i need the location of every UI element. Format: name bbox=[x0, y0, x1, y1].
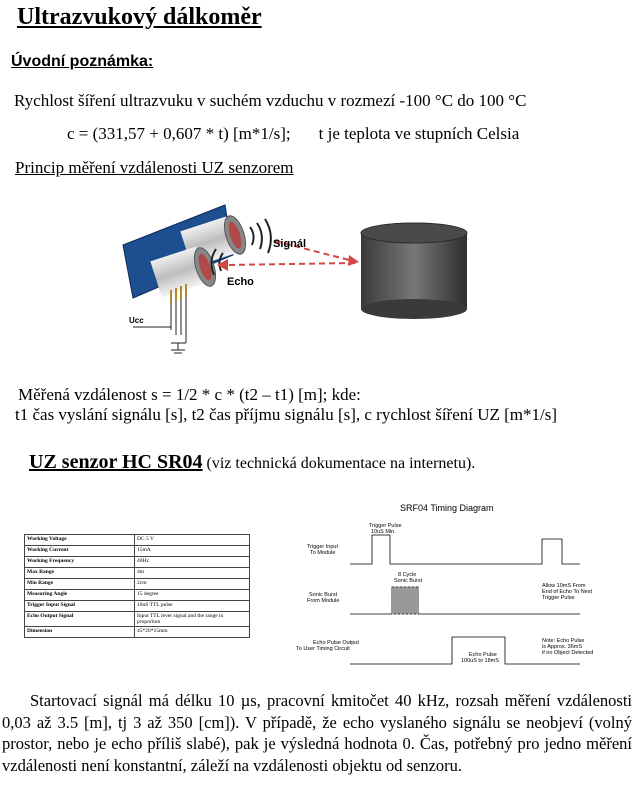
spec-value: DC 5 V bbox=[135, 535, 250, 546]
trigger-pulse-min-label: 10uS Min. bbox=[371, 529, 396, 535]
allow-label-1: Allow 10mS From bbox=[542, 583, 586, 589]
echo-output-label-1: Echo Pulse Output bbox=[313, 640, 359, 646]
spec-param: Dimension bbox=[25, 627, 135, 638]
spec-table bbox=[24, 534, 250, 638]
echo-label: Echo bbox=[227, 276, 254, 288]
cycle-burst-label-2: Sonic Burst bbox=[394, 578, 423, 584]
sensor-heading bbox=[29, 451, 475, 474]
distance-formula: Měřená vzdálenost s = 1/2 * c * (t2 – t1) [m]; kde: bbox=[18, 385, 361, 404]
principle-diagram bbox=[115, 195, 475, 360]
spec-param: Working Voltage bbox=[25, 535, 135, 546]
ucc-label: Ucc bbox=[129, 316, 144, 325]
speed-formula-line bbox=[67, 124, 519, 144]
timing-diagram bbox=[280, 497, 610, 672]
table-row bbox=[25, 535, 250, 546]
note-label-1: Note: Echo Pulse bbox=[542, 638, 585, 644]
spec-param: Max Range bbox=[25, 568, 135, 579]
allow-label-3: Trigger Pulse bbox=[542, 595, 575, 601]
spec-param: Echo Output Signal bbox=[25, 612, 135, 627]
spec-value: 45*20*15mm bbox=[135, 627, 250, 638]
trigger-waveform bbox=[350, 535, 580, 564]
echo-pulse-label-1: Echo Pulse bbox=[469, 652, 497, 658]
intro-heading: Úvodní poznámka: bbox=[11, 53, 154, 70]
spec-param: Working Frequency bbox=[25, 557, 135, 568]
temperature-note: t je teplota ve stupních Celsia bbox=[318, 124, 520, 143]
target-object bbox=[361, 223, 467, 319]
description-text: Startovací signál má délku 10 µs, pracovní kmitočet 40 kHz, rozsah měření vzdálenosti 0,03 až 3.5 [m], tj 3 až 350 [cm]). V případě, že echo vyslaného signálu se neobjeví (volný prostor, nebo je echo příliš slabé), pak je výsledná hodnota 0. Čas, potřebný pro jedno měření vzdálenosti není konstantní, záleží na vzdálenosti objektu od senzoru. bbox=[2, 691, 632, 775]
table-row bbox=[25, 612, 250, 627]
signal-arrowhead bbox=[348, 255, 359, 266]
allow-label-2: End of Echo To Next bbox=[542, 589, 593, 595]
principle-heading: Princip měření vzdálenosti UZ senzorem bbox=[15, 158, 294, 177]
echo-ray bbox=[225, 263, 355, 265]
spec-param: Working Current bbox=[25, 546, 135, 557]
table-row bbox=[25, 568, 250, 579]
note-label-3: if no Object Detected bbox=[542, 650, 594, 656]
wiring bbox=[133, 297, 186, 353]
intro-line: Rychlost šíření ultrazvuku v suchém vzduchu v rozmezí -100 °C do 100 °C bbox=[14, 91, 527, 110]
spec-value: 40Hz bbox=[135, 557, 250, 568]
spec-param: Trigger Input Signal bbox=[25, 601, 135, 612]
distance-legend: t1 čas vyslání signálu [s], t2 čas příjmu signálu [s], c rychlost šíření UZ [m*1/s] bbox=[15, 405, 558, 424]
sonic-from-module-label: From Module bbox=[307, 598, 340, 604]
spec-value: 10uS TTL pulse bbox=[135, 601, 250, 612]
signal-label: Signál bbox=[273, 238, 307, 250]
echo-output-label-2: To User Timing Circuit bbox=[296, 646, 350, 652]
spec-value: 2cm bbox=[135, 579, 250, 590]
sonic-burst-label: Sonic Burst bbox=[309, 592, 338, 598]
trigger-input-label: Trigger Input bbox=[307, 544, 338, 550]
cycle-burst-label-1: 8 Cycle bbox=[398, 572, 417, 578]
table-row bbox=[25, 546, 250, 557]
table-row bbox=[25, 601, 250, 612]
spec-value: 15 degree bbox=[135, 590, 250, 601]
spec-value: 15mA bbox=[135, 546, 250, 557]
sensor-heading-title: UZ senzor HC SR04 bbox=[29, 451, 203, 473]
spec-value: 4m bbox=[135, 568, 250, 579]
echo-pulse-label-2: 100uS to 18mS bbox=[461, 658, 499, 664]
timing-title: SRF04 Timing Diagram bbox=[400, 503, 494, 513]
table-row bbox=[25, 590, 250, 601]
trigger-pulse-label: Trigger Pulse bbox=[369, 523, 402, 529]
sensor-heading-note: (viz technická dokumentace na internetu). bbox=[202, 455, 476, 472]
table-row bbox=[25, 627, 250, 638]
table-row bbox=[25, 579, 250, 590]
table-row bbox=[25, 557, 250, 568]
spec-param: Min Range bbox=[25, 579, 135, 590]
speed-formula: c = (331,57 + 0,607 * t) [m*1/s]; bbox=[67, 124, 291, 143]
description-paragraph bbox=[2, 690, 632, 776]
note-label-2: is Approx. 36mS bbox=[542, 644, 583, 650]
spec-param: Measuring Angle bbox=[25, 590, 135, 601]
trigger-to-module-label: To Module bbox=[310, 550, 336, 556]
page-title: Ultrazvukový dálkoměr bbox=[17, 4, 262, 30]
spec-value: Input TTL lever signal and the range in proportion bbox=[135, 612, 250, 627]
